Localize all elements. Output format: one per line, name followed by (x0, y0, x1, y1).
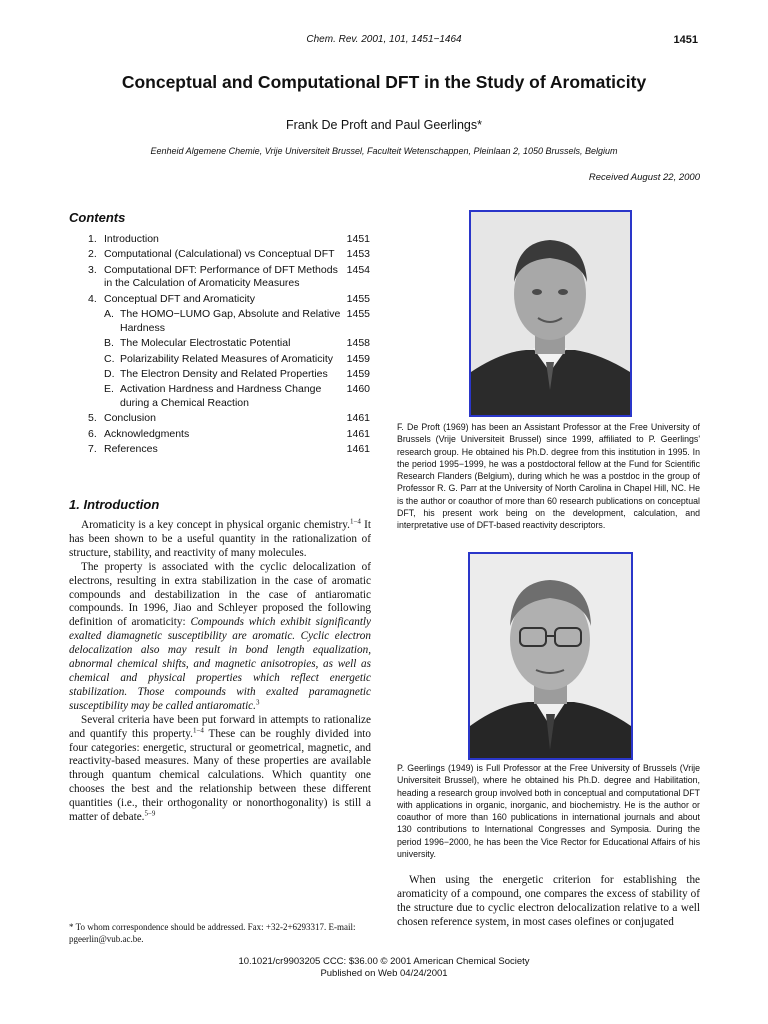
toc-item-number: 1. (88, 233, 97, 245)
toc-item-page: 1458 (346, 337, 370, 350)
article-title: Conceptual and Computational DFT in the Study of Aromaticity (121, 72, 647, 92)
paragraph-text: It has been shown to be a useful quantity in the rationalization of structure, stability, and reactivity of many molecules. (69, 519, 371, 559)
toc-subitem[interactable] (88, 353, 370, 367)
toc-item-title: Conclusion (104, 412, 156, 425)
doi-line: 10.1021/cr9903205 CCC: $36.00 © 2001 American Chemical Society (238, 956, 530, 967)
toc-item-page: 1461 (346, 412, 370, 425)
citation-ref[interactable]: 3 (255, 698, 260, 707)
toc-item[interactable] (88, 248, 370, 262)
page-number: 1451 (673, 34, 698, 46)
citation-ref[interactable]: 5−9 (144, 809, 156, 818)
author-photo-geerlings (468, 552, 633, 760)
toc-item-page: 1455 (346, 292, 370, 305)
toc-item-page: 1459 (346, 367, 370, 380)
paragraph (69, 714, 371, 825)
running-head: Chem. Rev. 2001, 101, 1451−1464 (306, 34, 462, 45)
toc-item-page: 1461 (346, 443, 370, 456)
author-photo-de-proft (469, 210, 632, 417)
toc-item-number: 7. (88, 443, 97, 456)
toc-item-page: 1451 (346, 233, 370, 245)
toc-item-title: Computational DFT: Performance of DFT Methods in the Calculation of Aromaticity Measures (104, 263, 338, 290)
toc-item-page: 1460 (346, 383, 370, 396)
toc-item-page: 1453 (346, 248, 370, 261)
portrait-image (470, 554, 631, 758)
toc-item-number: E. (104, 383, 114, 396)
toc-item-title: The Electron Density and Related Properties (120, 367, 328, 380)
toc-item[interactable] (88, 293, 370, 307)
toc-item-title: Activation Hardness and Hardness Change during a Chemical Reaction (120, 383, 322, 409)
toc-item-number: D. (104, 367, 115, 380)
toc-item-number: 5. (88, 412, 97, 425)
toc-item[interactable] (88, 264, 370, 291)
toc-item-page: 1461 (346, 427, 370, 440)
toc-subitem[interactable] (88, 368, 370, 382)
toc-item-title: Introduction (104, 233, 159, 245)
citation-ref[interactable]: 1−4 (192, 725, 204, 734)
contents-heading: Contents (69, 210, 126, 225)
toc-item[interactable] (88, 412, 370, 426)
toc-item-title: The Molecular Electrostatic Potential (120, 337, 291, 350)
paragraph (69, 561, 371, 714)
toc-item-title: Polarizability Related Measures of Aromaticity (120, 352, 334, 365)
introduction-body (69, 519, 371, 825)
table-of-contents (88, 233, 370, 458)
paragraph-text: Aromaticity is a key concept in physical organic chemistry. (81, 519, 350, 531)
toc-item-number: C. (104, 352, 115, 365)
toc-item-page: 1454 (346, 263, 370, 276)
toc-item-number: 3. (88, 263, 97, 276)
citation-ref[interactable]: 1−4 (349, 517, 361, 526)
toc-subitem[interactable] (88, 308, 370, 335)
article-authors: Frank De Proft and Paul Geerlings* (286, 118, 482, 132)
toc-subitem[interactable] (88, 337, 370, 351)
toc-item-number: A. (104, 308, 114, 321)
paragraph (69, 519, 371, 561)
paragraph-text: Several criteria have been put forward in attempts to rationalize and quantify this property. (69, 713, 371, 740)
article-affiliation: Eenheid Algemene Chemie, Vrije Universiteit Brussel, Faculteit Wetenschappen, Pleinlaan 2, 1050 Brussels, Belgium (150, 146, 618, 156)
paragraph: When using the energetic criterion for establishing the aromaticity of a compound, one compares the excess of stability of the structure due to cyclic electron delocalization relative to a well chosen reference system, in most cases olefines or conjugated (397, 874, 700, 928)
toc-item-page: 1459 (346, 352, 370, 365)
toc-item[interactable] (88, 233, 370, 247)
toc-item-number: 4. (88, 292, 97, 305)
toc-item-title: The HOMO−LUMO Gap, Absolute and Relative Hardness (120, 308, 341, 334)
portrait-image (471, 212, 630, 415)
section-heading-introduction: 1. Introduction (69, 497, 160, 512)
toc-item-number: 6. (88, 427, 97, 440)
toc-item[interactable] (88, 428, 370, 442)
aromaticity-definition: Compounds which exhibit significantly exalted diamagnetic susceptibility are aromatic. Cyclic electron delocalization also may result in bond length equalization, abnormal chemical shifts, and magnetic anisotropies, as well as chemical and physical properties which reflect energetic stabilization. Those compounds with exalted paramagnetic susceptibility may be called antiaromatic. (69, 616, 371, 712)
bio-geerlings: P. Geerlings (1949) is Full Professor at the Free University of Brussels (Vrije Universiteit Brussel), where he obtained his Ph.D. degree and Habilitation, heading a research group involved both in conceptual and computational DFT with applications in organic, inorganic, and biochemistry. He is the author or coauthor of more than 160 publications in international journals and about 130 contributions to International Congresses and Symposia. During the period 1996−2000, he has been the Vice Rector for Educational Affairs of his university. (397, 763, 700, 860)
toc-item-number: 2. (88, 248, 97, 261)
toc-item-number: B. (104, 337, 114, 350)
received-date: Received August 22, 2000 (588, 172, 700, 183)
toc-item-title: Conceptual DFT and Aromaticity (104, 292, 255, 305)
toc-item-title: Acknowledgments (104, 427, 190, 440)
correspondence-footnote: * To whom correspondence should be addressed. Fax: +32-2+6293317. E-mail: pgeerlin@vub.ac.be. (69, 922, 356, 944)
bio-de-proft: F. De Proft (1969) has been an Assistant Professor at the Free University of Brussels (Vrije Universiteit Brussel) since 1999, affiliated to P. Geerlings' research group. He obtained his Ph.D. degree from this institution in 1995. In the period 1995−1999, he was a postdoctoral fellow at the Fund for Scientific Research Flanders (Belgium), during which he was a postdoc in the group of Professor R. G. Parr at the University of North Carolina in Chapel Hill, NC. He is the author or coauthor of more than 60 research publications on conceptual DFT, his present work being on the development, calculation, and interpretative use of DFT-based reactivity descriptors. (397, 422, 700, 531)
toc-item-title: References (104, 443, 158, 456)
toc-item-title: Computational (Calculational) vs Conceptual DFT (104, 248, 335, 261)
toc-item[interactable] (88, 443, 370, 457)
toc-subitem[interactable] (88, 383, 370, 410)
right-column-body (397, 874, 700, 930)
publication-date: Published on Web 04/24/2001 (320, 968, 448, 979)
paragraph-text: These can be roughly divided into four categories: energetic, structural or geometrical, magnetic, and reactivity-based measures. Many of these properties are available through quantum chemical calculations. Which quantity one chooses the best and the relationship between these different quantities (i.e., their orthogonality or nonorthogonality) is still a matter of debate. (69, 727, 372, 824)
toc-item-page: 1455 (346, 308, 370, 321)
paragraph-text: The property is associated with the cyclic delocalization of electrons, resulting in extra stabilization in the case of aromatic compounds and destabilization in the case of antiaromatic compounds. In 1996, Jiao and Schleyer proposed the following definition of aromaticity: (69, 560, 371, 629)
